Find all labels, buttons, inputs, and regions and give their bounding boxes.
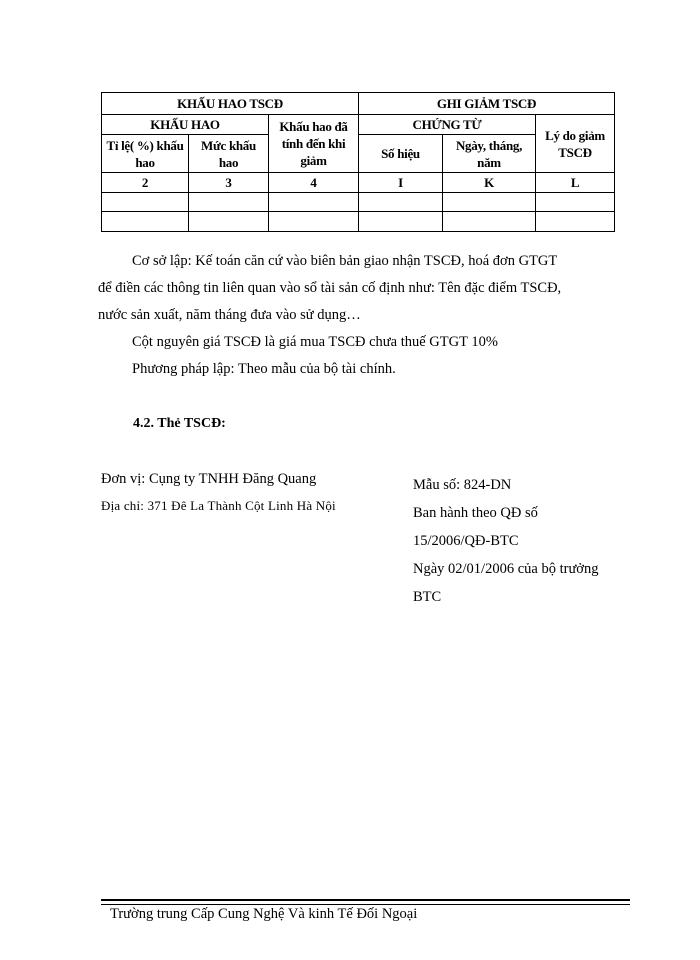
rate-header: Tỉ lệ( %) khấu hao <box>102 135 189 173</box>
empty-cell <box>189 212 269 232</box>
footer-rule <box>101 899 630 901</box>
code-cell: 2 <box>102 173 189 193</box>
empty-cell <box>536 212 615 232</box>
empty-cell <box>269 212 359 232</box>
paragraph-basis-line1: Cơ sở lập: Kế toán căn cứ vào biên bản giao nhận TSCĐ, hoá đơn GTGT <box>132 253 558 269</box>
empty-cell <box>443 193 536 212</box>
footer-text: Trường trung Cấp Cung Nghệ Và kinh Tế Đối Ngoại <box>110 906 418 922</box>
empty-cell <box>189 193 269 212</box>
group-decrease-header: GHI GIẢM TSCĐ <box>359 93 615 115</box>
amount-header: Mức khấu hao <box>189 135 269 173</box>
empty-cell <box>269 193 359 212</box>
paragraph-basis-line2: để điền các thông tin liên quan vào sổ tài sản cố định như: Tên đặc điểm TSCĐ, <box>98 280 562 296</box>
code-cell: 3 <box>189 173 269 193</box>
address-line: Địa chỉ: 371 Đê La Thành Cột Linh Hà Nội <box>101 498 336 513</box>
empty-cell <box>102 193 189 212</box>
code-cell: I <box>359 173 443 193</box>
code-cell: 4 <box>269 173 359 193</box>
table-row <box>102 212 615 232</box>
issued-line-1: Ban hành theo QĐ số <box>413 505 538 521</box>
form-info <box>413 471 598 611</box>
issued-line-4: BTC <box>413 589 442 605</box>
depreciation-table <box>101 92 615 232</box>
paragraph-basis-line3: nước sản xuất, năm tháng đưa vào sử dụng… <box>98 307 361 323</box>
empty-cell <box>359 193 443 212</box>
issued-line-2: 15/2006/QĐ-BTC <box>413 533 519 549</box>
group-depreciation-header: KHẤU HAO TSCĐ <box>102 93 359 115</box>
depreciation-subheader: KHẤU HAO <box>102 115 269 135</box>
voucher-number-header: Số hiệu <box>359 135 443 173</box>
empty-cell <box>443 212 536 232</box>
code-cell: L <box>536 173 615 193</box>
footer-rule-thin <box>101 904 630 905</box>
accumulated-depreciation-header: Khấu hao đã tính đến khi giảm <box>269 115 359 173</box>
empty-cell <box>536 193 615 212</box>
section-heading: 4.2. Thẻ TSCĐ: <box>133 416 226 431</box>
empty-cell <box>102 212 189 232</box>
form-number: Mẫu số: 824-DN <box>413 477 512 493</box>
empty-cell <box>359 212 443 232</box>
paragraph-method: Phương pháp lập: Theo mẫu của bộ tài chính. <box>132 361 396 377</box>
voucher-subheader: CHỨNG TỪ <box>359 115 536 135</box>
unit-line: Đơn vị: Cụng ty TNHH Đăng Quang <box>101 471 317 487</box>
voucher-date-header: Ngày, tháng, năm <box>443 135 536 173</box>
paragraph-original-cost: Cột nguyên giá TSCĐ là giá mua TSCĐ chưa thuế GTGT 10% <box>132 334 498 350</box>
table-row <box>102 193 615 212</box>
issued-line-3: Ngày 02/01/2006 của bộ trưởng <box>413 561 599 577</box>
code-cell: K <box>443 173 536 193</box>
reason-header: Lý do giảm TSCĐ <box>536 115 615 173</box>
